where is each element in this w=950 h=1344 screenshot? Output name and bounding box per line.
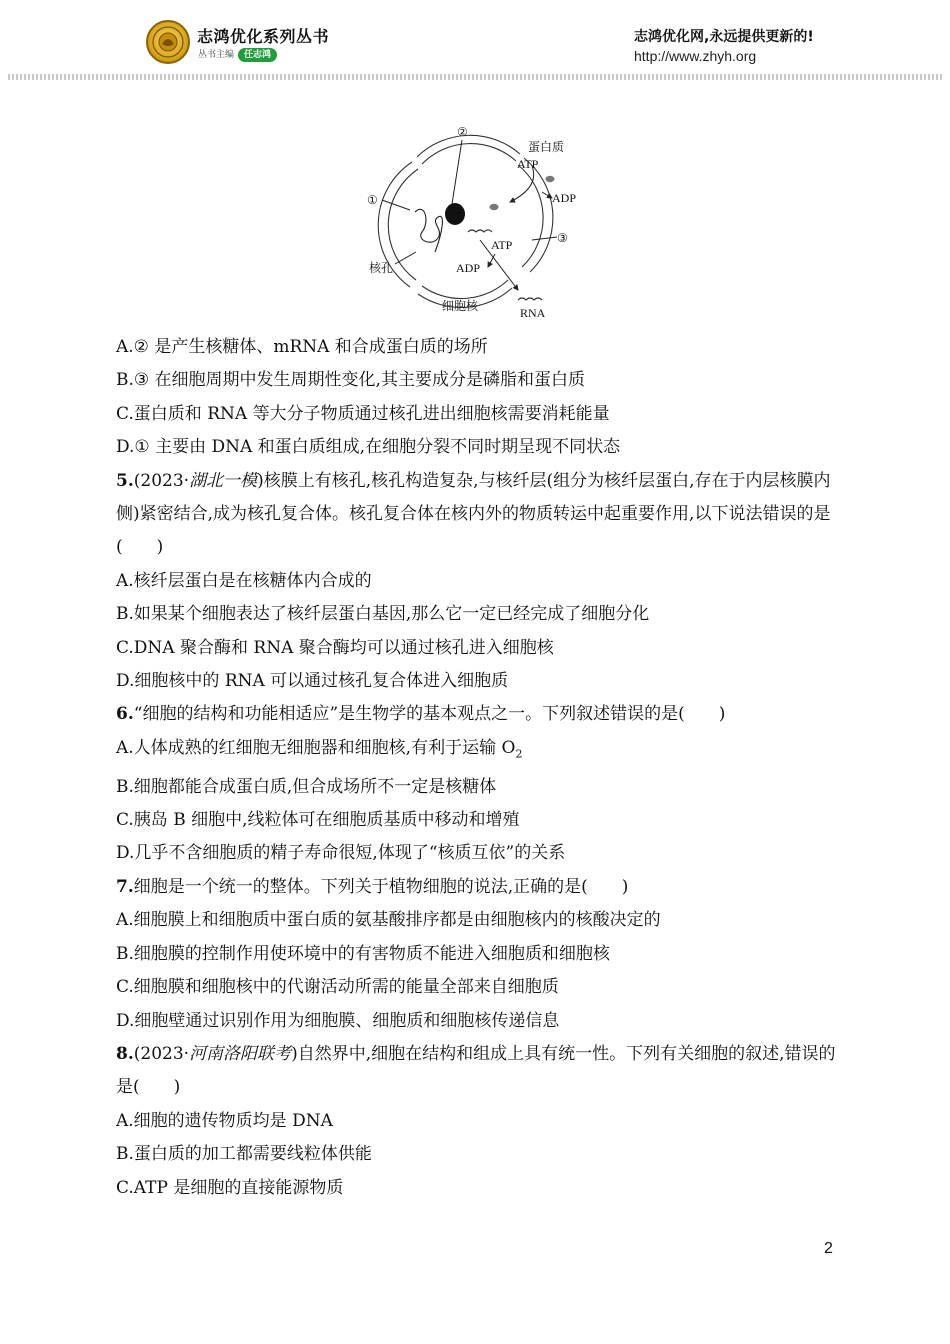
protein-granule-outside xyxy=(546,176,555,182)
q7-option-a: A.细胞膜上和细胞质中蛋白质的氨基酸排序都是由细胞核内的核酸决定的 xyxy=(116,910,661,931)
q5-source-open: (2023· xyxy=(133,470,190,491)
q7-stem-text: 细胞是一个统一的整体。下列关于植物细胞的说法,正确的是( ) xyxy=(133,876,629,897)
rna-label: RNA xyxy=(520,306,546,320)
nuclear-pore-label: 核孔 xyxy=(369,261,394,275)
header-divider xyxy=(8,74,942,80)
q5-option-b: B.如果某个细胞表达了核纤层蛋白基因,那么它一定已经完成了细胞分化 xyxy=(116,604,650,625)
label-3: ③ xyxy=(557,231,568,245)
editor-label: 丛书主编 xyxy=(198,50,235,60)
q5-source-close: ) xyxy=(257,470,264,491)
q8-source-open: (2023· xyxy=(133,1043,190,1064)
adp-label-top: ADP xyxy=(552,191,577,205)
rna-chain-inside xyxy=(468,230,492,232)
q5-stem xyxy=(116,465,846,565)
q6-option-b: B.细胞都能合成蛋白质,但合成场所不一定是核糖体 xyxy=(116,776,497,797)
site-slogan: 志鸿优化网,永远提供更新的! xyxy=(634,29,814,45)
nucleus-label: 细胞核 xyxy=(442,299,479,313)
q6-option-a-text: A.人体成熟的红细胞无细胞器和细胞核,有利于运输 O xyxy=(116,737,516,758)
q5-stem-text: 核膜上有核孔,核孔构造复杂,与核纤层(组分为核纤层蛋白,存在于内层核膜内侧)紧密结合,成为核孔复合体。核孔复合体在核内外的物质转运中起重要作用,以下说法错误的是( ) xyxy=(116,470,831,558)
q8-option-c: C.ATP 是细胞的直接能源物质 xyxy=(116,1177,344,1198)
nucleus-diagram xyxy=(360,122,600,322)
label-1: ① xyxy=(367,193,378,207)
rna-chain-outside xyxy=(518,298,542,300)
q6-option-d: D.几乎不含细胞质的精子寿命很短,体现了“核质互依”的关系 xyxy=(116,843,566,864)
label-2: ② xyxy=(457,125,468,139)
nucleolus-shape xyxy=(445,203,465,225)
q8-source-close: ) xyxy=(291,1043,298,1064)
atp-label-mid: ATP xyxy=(491,238,513,252)
q8-source: 河南洛阳联考 xyxy=(189,1043,292,1064)
series-logo-seal xyxy=(146,20,190,64)
adp-label-mid: ADP xyxy=(456,261,481,275)
q7-stem xyxy=(116,871,846,904)
q4-option-b: B.③ 在细胞周期中发生周期性变化,其主要成分是磷脂和蛋白质 xyxy=(116,370,585,391)
q5-source: 湖北一模 xyxy=(189,470,258,491)
q8-number: 8. xyxy=(116,1043,134,1064)
q7-option-d: D.细胞壁通过识别作用为细胞膜、细胞质和细胞核传递信息 xyxy=(116,1010,560,1031)
protein-granule-inside xyxy=(490,204,499,210)
q8-stem-text: 自然界中,细胞在结构和组成上具有统一性。下列有关细胞的叙述,错误的是( ) xyxy=(116,1043,836,1098)
q5-option-c: C.DNA 聚合酶和 RNA 聚合酶均可以通过核孔进入细胞核 xyxy=(116,637,554,658)
q4-option-c: C.蛋白质和 RNA 等大分子物质通过核孔进出细胞核需要消耗能量 xyxy=(116,403,610,424)
series-editor xyxy=(198,48,277,62)
q8-option-b: B.蛋白质的加工都需要线粒体供能 xyxy=(116,1144,372,1165)
atp-label-top: ATP xyxy=(517,157,539,171)
q6-stem xyxy=(116,698,846,731)
q6-number: 6. xyxy=(116,704,134,725)
q7-option-c: C.细胞膜和细胞核中的代谢活动所需的能量全部来自细胞质 xyxy=(116,977,559,998)
q8-option-a: A.细胞的遗传物质均是 DNA xyxy=(116,1110,333,1131)
series-title: 志鸿优化系列丛书 xyxy=(197,27,330,46)
q5-option-d: D.细胞核中的 RNA 可以通过核孔复合体进入细胞质 xyxy=(116,671,509,692)
site-url-link[interactable]: http://www.zhyh.org xyxy=(634,48,757,64)
q6-stem-text: “细胞的结构和功能相适应”是生物学的基本观点之一。下列叙述错误的是( ) xyxy=(133,704,726,725)
q8-stem xyxy=(116,1038,846,1105)
q5-option-a: A.核纤层蛋白是在核糖体内合成的 xyxy=(116,570,372,591)
q4-option-d: D.① 主要由 DNA 和蛋白质组成,在细胞分裂不同时期呈现不同状态 xyxy=(116,437,621,458)
q5-number: 5. xyxy=(116,470,134,491)
q7-number: 7. xyxy=(116,876,134,897)
q6-option-a-subscript: 2 xyxy=(515,747,523,761)
page-number: 2 xyxy=(824,1240,833,1257)
question-content xyxy=(116,331,846,1205)
q4-option-a: A.② 是产生核糖体、mRNA 和合成蛋白质的场所 xyxy=(116,337,488,357)
editor-name-badge: 任志鸿 xyxy=(238,48,277,62)
chromatin-shape xyxy=(415,209,442,252)
protein-label: 蛋白质 xyxy=(528,140,565,154)
q6-option-a xyxy=(116,732,846,771)
q6-option-c: C.胰岛 B 细胞中,线粒体可在细胞质基质中移动和增殖 xyxy=(116,810,520,831)
q7-option-b: B.细胞膜的控制作用使环境中的有害物质不能进入细胞质和细胞核 xyxy=(116,943,610,964)
page-header xyxy=(0,0,950,82)
